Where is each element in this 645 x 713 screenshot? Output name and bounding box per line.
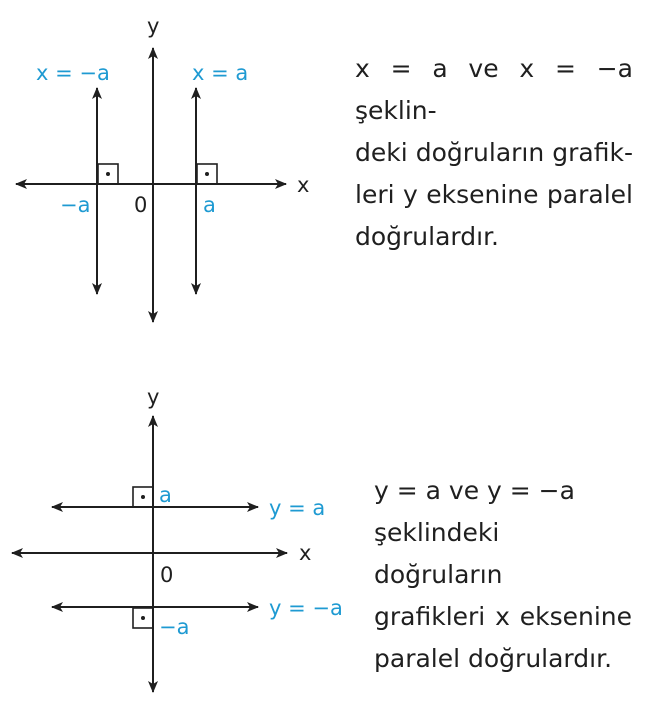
right-angle-dot-top bbox=[141, 495, 145, 499]
description-line: grafikleri x eksenine bbox=[374, 602, 632, 631]
line-y-minus-a-label: y = −a bbox=[269, 596, 343, 620]
right-angle-dot-left bbox=[106, 172, 110, 176]
description-horizontal-lines bbox=[374, 470, 632, 680]
tick-a-label: a bbox=[203, 193, 216, 217]
line-x-a-label: x = a bbox=[192, 61, 249, 85]
description-line: y = a ve y = −a bbox=[374, 476, 575, 505]
tick-a-label: a bbox=[159, 483, 172, 507]
y-axis-label: y bbox=[147, 385, 160, 409]
tick-minus-a-label: −a bbox=[159, 615, 190, 639]
description-line: x = a ve x = −a şeklin- bbox=[355, 54, 633, 125]
x-axis-label: x bbox=[297, 173, 310, 197]
description-vertical-lines bbox=[355, 48, 633, 258]
diagram-horizontal-lines bbox=[12, 385, 343, 692]
description-line: paralel doğrulardır. bbox=[374, 644, 613, 673]
x-axis-label: x bbox=[299, 541, 312, 565]
line-x-minus-a-label: x = −a bbox=[36, 61, 110, 85]
line-y-a-label: y = a bbox=[269, 496, 326, 520]
tick-minus-a-label: −a bbox=[60, 193, 91, 217]
origin-label: 0 bbox=[160, 563, 174, 587]
right-angle-dot-bottom bbox=[141, 616, 145, 620]
description-line: şeklindeki doğruların bbox=[374, 518, 503, 589]
description-line: doğrulardır. bbox=[355, 222, 500, 251]
diagram-vertical-lines bbox=[16, 14, 309, 322]
description-line: leri y eksenine paralel bbox=[355, 180, 633, 209]
y-axis-label: y bbox=[147, 14, 160, 38]
origin-label: 0 bbox=[134, 193, 148, 217]
right-angle-dot-right bbox=[205, 172, 209, 176]
description-line: deki doğruların grafik- bbox=[355, 138, 633, 167]
